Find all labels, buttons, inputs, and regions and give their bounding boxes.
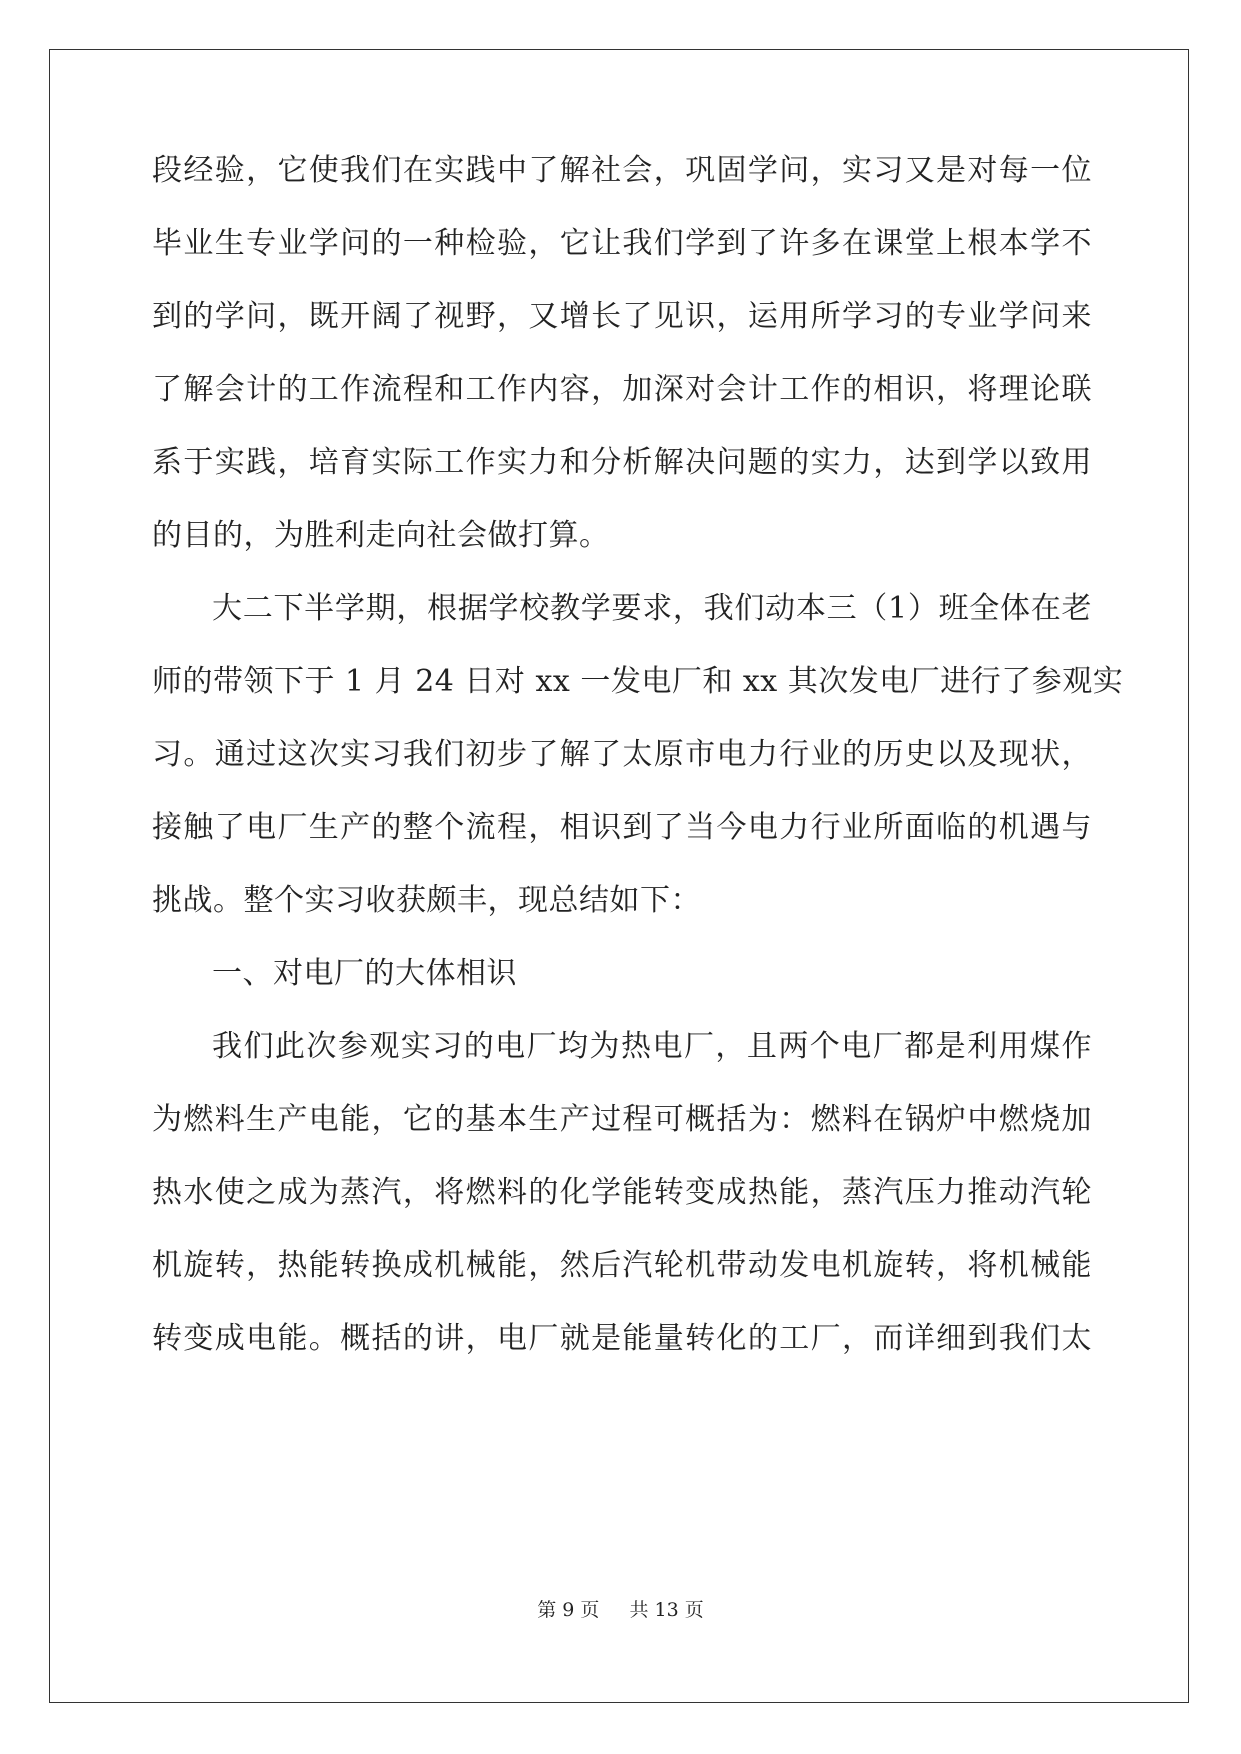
page-number: 第 9 页	[537, 1599, 600, 1621]
text-line: 习。通过这次实习我们初步了解了太原市电力行业的历史以及现状，	[152, 737, 1092, 772]
section-heading: 一、对电厂的大体相识	[212, 956, 517, 991]
text-line: 挑战。整个实习收获颇丰，现总结如下：	[152, 883, 701, 918]
page-total: 共 13 页	[629, 1599, 704, 1621]
text-line: 师的带领下于 1 月 24 日对 xx 一发电厂和 xx 其次发电厂进行了参观实	[152, 664, 1124, 699]
text-line: 毕业生专业学问的一种检验，它让我们学到了许多在课堂上根本学不	[152, 226, 1092, 261]
text-line: 我们此次参观实习的电厂均为热电厂，且两个电厂都是利用煤作	[212, 1029, 1092, 1064]
text-line: 机旋转，热能转换成机械能，然后汽轮机带动发电机旋转，将机械能	[152, 1248, 1092, 1283]
text-line: 大二下半学期，根据学校教学要求，我们动本三（1）班全体在老	[212, 591, 1092, 626]
page-footer	[0, 1598, 1241, 1622]
text-line: 热水使之成为蒸汽，将燃料的化学能转变成热能，蒸汽压力推动汽轮	[152, 1175, 1092, 1210]
text-line: 段经验，它使我们在实践中了解社会，巩固学问，实习又是对每一位	[152, 153, 1092, 188]
text-line: 转变成电能。概括的讲，电厂就是能量转化的工厂，而详细到我们太	[152, 1321, 1092, 1356]
text-line: 了解会计的工作流程和工作内容，加深对会计工作的相识，将理论联	[152, 372, 1092, 407]
text-line: 系于实践，培育实际工作实力和分析解决问题的实力，达到学以致用	[152, 445, 1092, 480]
text-line: 到的学问，既开阔了视野，又增长了见识，运用所学习的专业学问来	[152, 299, 1092, 334]
text-line: 的目的，为胜利走向社会做打算。	[152, 518, 610, 553]
text-line: 接触了电厂生产的整个流程，相识到了当今电力行业所面临的机遇与	[152, 810, 1092, 845]
text-line: 为燃料生产电能，它的基本生产过程可概括为：燃料在锅炉中燃烧加	[152, 1102, 1092, 1137]
